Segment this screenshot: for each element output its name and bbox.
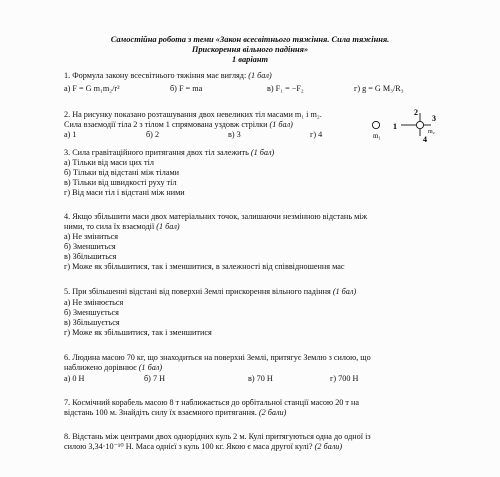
option-a: а) 0 Н [64, 374, 85, 383]
question-8-line-1: 8. Відстань між центрами двох однорідних куль 2 м. Кулі притягуються одна до одної із [64, 432, 371, 441]
option-c: в) 70 Н [248, 374, 273, 383]
question-1: 1. Формула закону всесвітнього тяжіння має вигляд: (1 бал) [64, 71, 272, 80]
arrow-label-1: 1 [393, 122, 397, 131]
question-2-line-1: 2. На рисунку показано розташування двох невеликих тіл масами m₁ і m₂. [64, 110, 322, 119]
option-c: в) Збільшується [64, 318, 120, 327]
m2-label: m₂ [428, 129, 435, 135]
arrow-label-3: 3 [432, 114, 436, 123]
arrow-label-2: 2 [414, 108, 418, 117]
body-2-circle [416, 121, 423, 128]
option-c: в) Тільки від швидкості руху тіл [64, 178, 177, 187]
question-7-line-1: 7. Космічний корабель масою 8 т наближається до орбітальної станції масою 20 т на [64, 398, 360, 407]
body-1-circle [372, 121, 379, 128]
question-4-line-2: ними, то сила їх взаємодії (1 бал) [64, 222, 180, 231]
option-d: г) Може як збільшитися, так і зменшитися [64, 328, 212, 337]
option-b: б) 2 [146, 130, 160, 139]
option-c: в) Збільшиться [64, 252, 117, 261]
option-a: а) Тільки від маси цих тіл [64, 158, 154, 167]
option-d: г) 700 Н [330, 374, 359, 383]
option-b: б) Зменшиться [64, 242, 116, 251]
option-b: б) F = ma [170, 84, 203, 93]
question-8-line-2: силою 3,34·10⁻¹⁰ Н. Маса однієї з куль 100 кг. Якою є маса другої кулі? (2 бали) [64, 442, 343, 451]
option-a: а) F = G m₁m₂/r² [64, 84, 120, 93]
m1-label: m₁ [373, 132, 381, 140]
option-d: г) Може як збільшитися, так і зменшитися, в залежності від співвідношення мас [64, 262, 345, 271]
option-c: в) 3 [228, 130, 241, 139]
bodies-diagram [368, 108, 448, 147]
option-a: а) Не зміниться [64, 232, 119, 241]
option-b: б) 7 Н [144, 374, 165, 383]
option-b: б) Зменшується [64, 308, 119, 317]
option-d: г) 4 [310, 130, 323, 139]
title-line-1: Самостійна робота з теми «Закон всесвітнього тяжіння. Сила тяжіння. [110, 35, 390, 44]
option-d: г) g = G M₃/R₃ [354, 84, 404, 93]
question-6-line-1: 6. Людина масою 70 кг, що знаходиться на поверхні Землі, притягує Землю з силою, що [64, 353, 371, 362]
option-a: а) 1 [64, 130, 77, 139]
question-4-line-1: 4. Якщо збільшити маси двох матеріальних точок, залишаючи незмінною відстань між [64, 212, 368, 221]
question-6-line-2: наближено дорівнює (1 бал) [64, 363, 163, 372]
title-line-2: Прискорення вільного падіння» [191, 45, 309, 54]
option-d: г) Від маси тіл і відстані між ними [64, 188, 185, 197]
question-2-line-2: Сила взаємодії тіла 2 з тілом 1 спрямована уздовж стрілки (1 бал) [64, 120, 293, 129]
arrow-label-4: 4 [423, 135, 427, 144]
question-3: 3. Сила гравітаційного притягання двох тіл залежить (1 бал) [64, 148, 275, 157]
variant-label: 1 варіант [231, 55, 269, 64]
option-c: в) F₁ = −F₂ [267, 84, 304, 93]
option-b: б) Тільки від відстані між тілами [64, 168, 180, 177]
question-5: 5. При збільшенні відстані від поверхні Землі прискорення вільного падіння (1 бал) [64, 287, 357, 296]
question-7-line-2: відстань 100 м. Знайдіть силу їх взаємного притягання. (2 бали) [64, 408, 287, 417]
option-a: а) Не змінюється [64, 298, 124, 307]
